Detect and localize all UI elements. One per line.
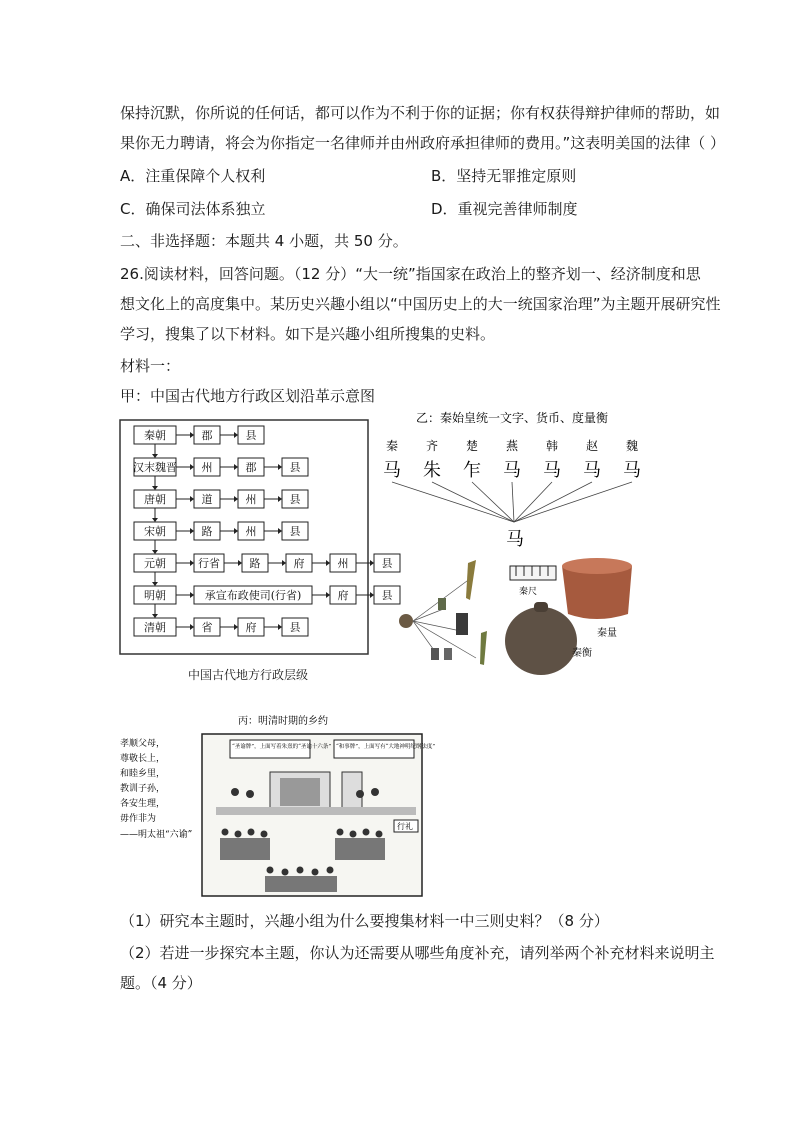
connector-line <box>472 482 514 522</box>
level-label: 县 <box>289 461 301 474</box>
label-measure: 秦量 <box>597 628 617 639</box>
arrow-head <box>370 592 374 598</box>
dynasty-label: 明朝 <box>144 589 166 602</box>
poem-line: 和睦乡里， <box>120 769 166 779</box>
arrow-head <box>278 624 282 630</box>
state-label: 楚 <box>465 439 479 453</box>
level-label: 府 <box>293 557 305 570</box>
state-glyph: 马 <box>543 460 561 481</box>
poem-line: 毋作非为 <box>120 814 157 824</box>
q26-subquestion-1: （1）研究本主题时，兴趣小组为什么要搜集材料一中三则史料？（8 分） <box>120 912 609 930</box>
state-glyph: 马 <box>383 460 401 481</box>
level-label: 县 <box>381 589 393 602</box>
arrow-head <box>190 464 194 470</box>
level-label: 路 <box>201 525 213 538</box>
connector-line <box>432 482 514 522</box>
state-glyph: 马 <box>623 460 641 481</box>
q25-stem-line2: 果你无力聘请，将会为你指定一名律师并由州政府承担律师的费用。”这表明美国的法律（ ） <box>120 134 726 152</box>
q25-option-c: C．确保司法体系独立 <box>120 200 266 218</box>
arrow-head <box>190 560 194 566</box>
arrow-head <box>190 528 194 534</box>
arrow-head <box>326 560 330 566</box>
fig-jia-title: 甲：中国古代地方行政区划沿革示意图 <box>120 387 376 405</box>
level-label: 承宣布政使司(行省) <box>204 589 302 602</box>
level-label: 县 <box>245 429 257 442</box>
dynasty-label: 秦朝 <box>144 429 166 442</box>
section2-heading: 二、非选择题：本题共 4 小题，共 50 分。 <box>120 232 408 250</box>
level-label: 路 <box>249 557 261 570</box>
qin-weight-icon <box>505 602 577 675</box>
q25-stem-line1: 保持沉默，你所说的任何话，都可以作为不利于你的证据；你有权获得辩护律师的帮助，如 <box>120 104 721 122</box>
figure-yi <box>376 408 666 680</box>
level-label: 县 <box>289 621 301 634</box>
arrow-head <box>234 432 238 438</box>
q26-intro-line3: 学习，搜集了以下材料。如下是兴趣小组所搜集的史料。 <box>120 325 496 343</box>
q25-option-d: D．重视完善律师制度 <box>431 200 578 218</box>
state-label: 燕 <box>505 439 519 453</box>
dynasty-label: 清朝 <box>144 621 166 634</box>
q25-option-a: A．注重保障个人权利 <box>120 167 266 185</box>
state-glyph: 马 <box>583 460 601 481</box>
level-label: 郡 <box>201 429 213 442</box>
state-label: 魏 <box>625 439 639 453</box>
connector-line <box>514 482 592 522</box>
state-glyph: 马 <box>503 460 521 481</box>
connector-line <box>392 482 514 522</box>
level-label: 县 <box>381 557 393 570</box>
bing-note-right: “和事牌”，上面写有“大地神明纪纲法度” <box>336 744 436 750</box>
q26-subquestion-2-line1: （2）若进一步探究本主题，你认为还需要从哪些角度补充，请列举两个补充材料来说明主 <box>120 944 715 962</box>
state-label: 秦 <box>385 439 399 453</box>
arrow-head <box>190 496 194 502</box>
q26-intro-line1: 26.阅读材料，回答问题。（12 分）“大一统”指国家在政治上的整齐划一、经济制度和思 <box>120 265 701 283</box>
arrow-head <box>190 592 194 598</box>
fig-yi-title: 乙：秦始皇统一文字、货币、度量衡 <box>416 411 609 425</box>
ancient-coins-icon <box>399 560 487 665</box>
level-label: 县 <box>289 493 301 506</box>
level-label: 州 <box>245 493 257 506</box>
arrow-head <box>190 432 194 438</box>
dynasty-label: 宋朝 <box>144 525 166 538</box>
figure-bing <box>120 712 436 900</box>
qin-ruler-icon <box>510 566 556 580</box>
label-weight: 秦衡 <box>572 648 592 659</box>
arrow-head <box>234 496 238 502</box>
state-label: 齐 <box>425 439 439 453</box>
arrow-head <box>190 624 194 630</box>
arrow-head <box>152 550 158 554</box>
state-glyph: 乍 <box>463 460 481 481</box>
q26-intro-line2: 想文化上的高度集中。某历史兴趣小组以“中国历史上的大一统国家治理”为主题开展研究性 <box>120 295 721 313</box>
arrow-head <box>152 614 158 618</box>
arrow-head <box>234 464 238 470</box>
qin-unification-figure <box>376 408 666 680</box>
poem-line: 各安生理， <box>120 799 166 809</box>
arrow-head <box>278 528 282 534</box>
connector-line <box>514 482 552 522</box>
q25-option-b: B．坚持无罪推定原则 <box>431 167 577 185</box>
level-label: 府 <box>337 589 349 602</box>
dynasty-label: 唐朝 <box>144 493 166 506</box>
dynasty-label: 汉末魏晋 <box>133 461 177 474</box>
level-label: 郡 <box>245 461 257 474</box>
poem-line: 尊敬长上， <box>120 754 166 764</box>
arrow-head <box>278 464 282 470</box>
arrow-head <box>152 518 158 522</box>
arrow-head <box>152 486 158 490</box>
qin-measure-pot-icon <box>562 558 632 619</box>
bing-attribution: ——明太祖“六谕” <box>120 830 193 840</box>
dynasty-label: 元朝 <box>144 557 166 570</box>
level-label: 省 <box>201 621 213 634</box>
arrow-head <box>238 560 242 566</box>
arrow-head <box>234 624 238 630</box>
poem-line: 孝顺父母， <box>120 739 166 749</box>
arrow-head <box>282 560 286 566</box>
connector-line <box>512 482 514 522</box>
q26-subquestion-2-line2: 题。（4 分） <box>120 974 202 992</box>
state-label: 赵 <box>585 439 599 453</box>
fig-bing-title: 丙：明清时期的乡约 <box>238 716 328 727</box>
material1-label: 材料一： <box>120 357 181 375</box>
arrow-head <box>152 454 158 458</box>
admin-levels-diagram <box>118 418 393 658</box>
fig-jia-caption: 中国古代地方行政层级 <box>188 668 309 682</box>
level-label: 州 <box>245 525 257 538</box>
level-label: 州 <box>201 461 213 474</box>
level-label: 行省 <box>198 557 220 570</box>
connector-line <box>514 482 632 522</box>
arrow-head <box>370 560 374 566</box>
poem-line: 教训子孙， <box>120 784 166 794</box>
arrow-head <box>326 592 330 598</box>
level-label: 县 <box>289 525 301 538</box>
label-ruler: 秦尺 <box>519 587 538 597</box>
arrow-head <box>278 496 282 502</box>
level-label: 道 <box>201 493 213 506</box>
level-label: 州 <box>337 557 349 570</box>
village-covenant-figure <box>120 712 436 900</box>
center-glyph: 马 <box>506 529 524 550</box>
bing-side-label: 行礼 <box>397 822 413 831</box>
figure-jia <box>118 418 393 658</box>
bing-note-left: “圣谕牌”，上面写着朱熹的“圣谕十六条” <box>232 744 332 750</box>
arrow-head <box>234 528 238 534</box>
arrow-head <box>152 582 158 586</box>
state-glyph: 朱 <box>423 460 441 481</box>
level-label: 府 <box>245 621 257 634</box>
state-label: 韩 <box>545 439 559 453</box>
